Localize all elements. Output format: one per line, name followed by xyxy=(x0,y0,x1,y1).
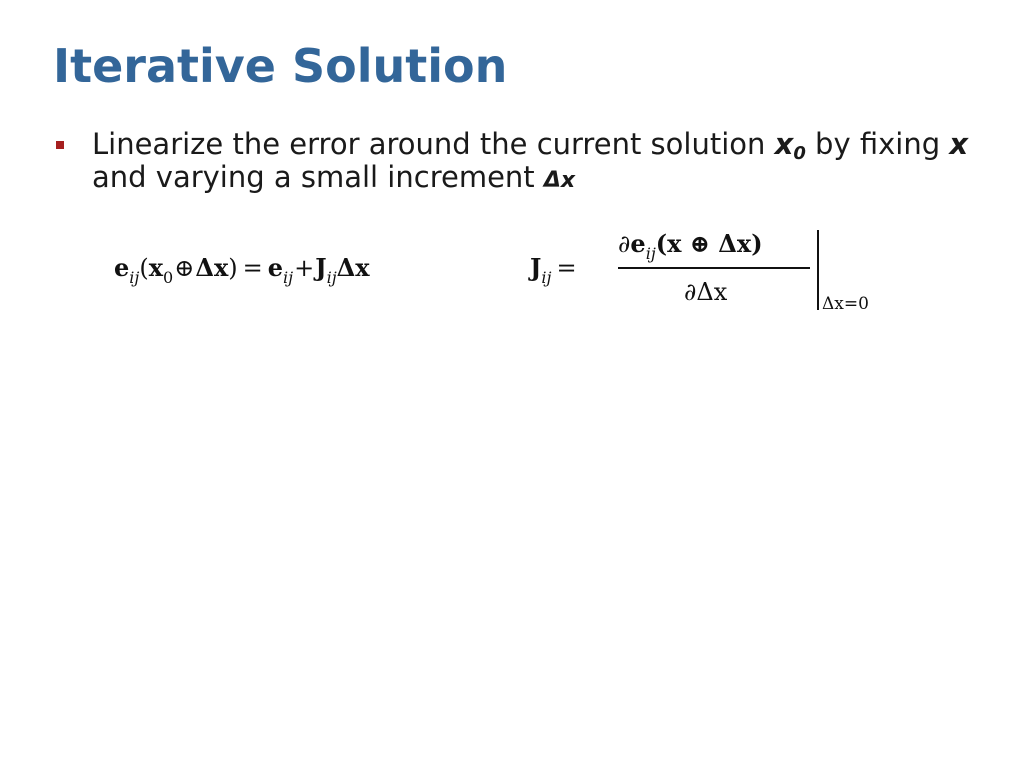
slide-title: Iterative Solution xyxy=(53,39,508,93)
bullet-text-part-2: by fixing xyxy=(805,127,950,161)
math-var-x0: $x_0$ xyxy=(774,127,806,164)
linearization-equation: $e_{ij}(x_0\oplus\Delta x) = e_{ij}+J_{ij}\Delta x$ xyxy=(114,253,370,287)
jacobian-lhs: $J_{ij}$ = xyxy=(530,253,577,287)
bullet-text-part-1: Linearize the error around the current solution xyxy=(92,127,775,161)
math-var-delta-x: Δx xyxy=(543,168,576,193)
bullet-square-icon xyxy=(56,141,64,149)
jacobian-denominator: ∂Δx xyxy=(684,278,728,306)
bullet-text-part-3: and varying a small increment xyxy=(92,160,544,194)
fraction-bar xyxy=(618,267,810,269)
evaluation-point: Δx=0 xyxy=(822,294,869,314)
bullet-point xyxy=(92,128,1002,197)
jacobian-numerator: $\partial e_{ij}(x$ ⊕ Δx) xyxy=(618,229,763,263)
evaluation-bar xyxy=(817,230,819,310)
math-var-x: x xyxy=(949,127,969,161)
